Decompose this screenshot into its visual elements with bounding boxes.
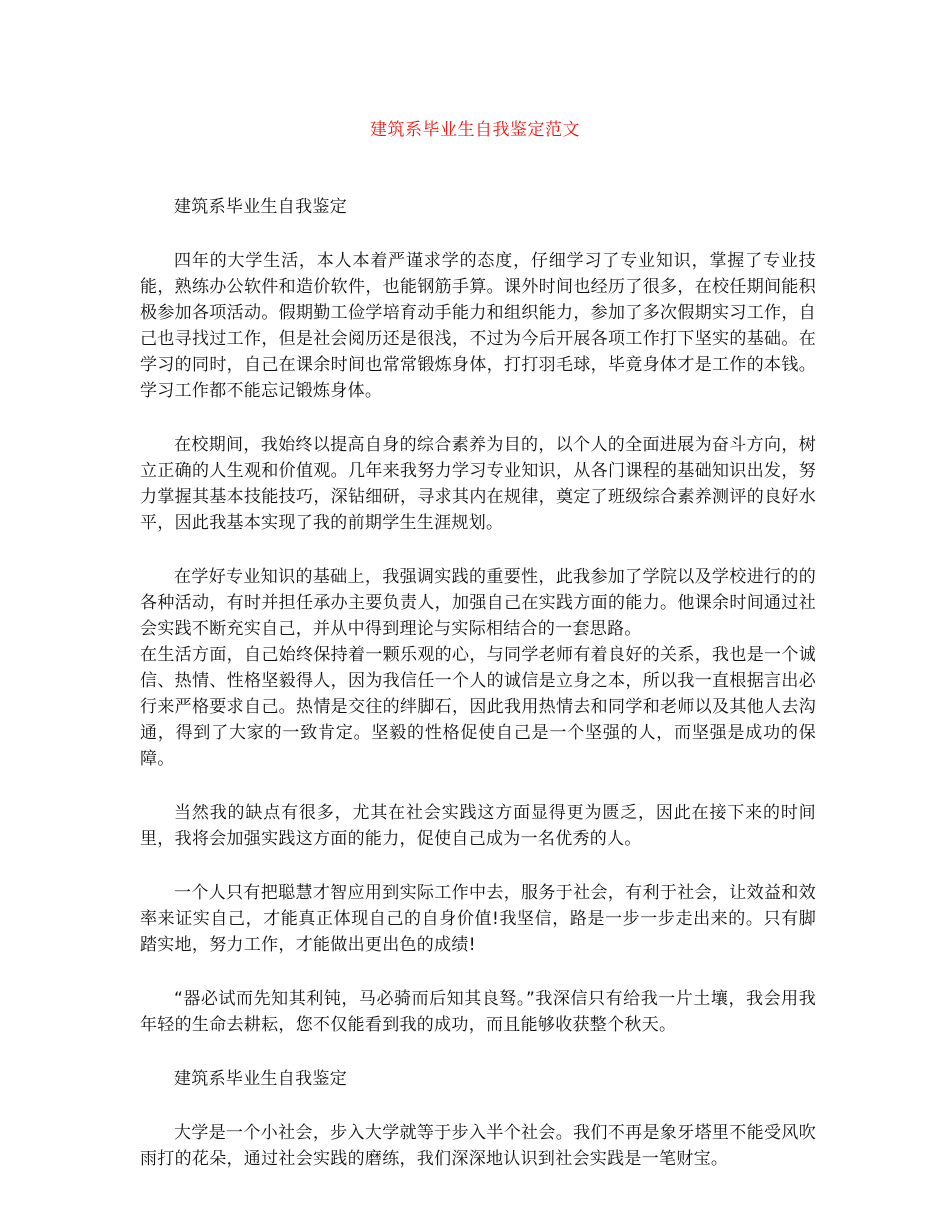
paragraph-6: “器必试而先知其利钝，马必骑而后知其良驽。”我深信只有给我一片土壤，我会用我年轻的生命去耕耘，您不仅能看到我的成功，而且能够收获整个秋天。	[140, 989, 816, 1035]
document-title: 建筑系毕业生自我鉴定范文	[370, 120, 580, 140]
paragraph-1: 四年的大学生活，本人本着严谨求学的态度，仔细学习了专业知识，掌握了专业技能，熟练办公软件和造价软件，也能钢筋手算。课外时间也经历了很多，在校任期间能积极参加各项活动。假期勤工俭学培育动手能力和组织能力，参加了多次假期实习工作，自己也寻找过工作，但是社会阅历还是很浅，不过为今后开展各项工作打下坚实的基础。在学习的同时，自己在课余时间也常常锻炼身体，打打羽毛球，毕竟身体才是工作的本钱。学习工作都不能忘记锻炼身体。	[140, 251, 816, 401]
section-heading-2: 建筑系毕业生自我鉴定	[174, 1069, 347, 1089]
paragraph-7: 大学是一个小社会，步入大学就等于步入半个社会。我们不再是象牙塔里不能受风吹雨打的花朵，通过社会实践的磨练，我们深深地认识到社会实践是一笔财宝。	[140, 1123, 816, 1169]
section-heading-1: 建筑系毕业生自我鉴定	[174, 197, 347, 217]
paragraph-4: 当然我的缺点有很多，尤其在社会实践这方面显得更为匮乏，因此在接下来的时间里，我将会加强实践这方面的能力，促使自己成为一名优秀的人。	[140, 803, 816, 849]
paragraph-3: 在学好专业知识的基础上，我强调实践的重要性，此我参加了学院以及学校进行的的各种活动，有时并担任承办主要负责人，加强自己在实践方面的能力。他课余时间通过社会实践不断充实自己，并从中得到理论与实际相结合的一套思路。	[140, 567, 816, 639]
paragraph-3b: 在生活方面，自己始终保持着一颗乐观的心，与同学老师有着良好的关系，我也是一个诚信、热情、性格坚毅得人，因为我信任一个人的诚信是立身之本，所以我一直根据言出必行来严格要求自己。热情是交往的绊脚石，因此我用热情去和同学和老师以及其他人去沟通，得到了大家的一致肯定。坚毅的性格促使自己是一个坚强的人，而坚强是成功的保障。	[140, 645, 816, 769]
document-body	[140, 194, 816, 1200]
paragraph-5: 一个人只有把聪慧才智应用到实际工作中去，服务于社会，有利于社会，让效益和效率来证实自己，才能真正体现自己的自身价值!我坚信，路是一步一步走出来的。只有脚踏实地，努力工作，才能做出更出色的成绩!	[140, 883, 816, 955]
paragraph-2: 在校期间，我始终以提高自身的综合素养为目的，以个人的全面进展为奋斗方向，树立正确的人生观和价值观。几年来我努力学习专业知识，从各门课程的基础知识出发，努力掌握其基本技能技巧，深钻细研，寻求其内在规律，奠定了班级综合素养测评的良好水平，因此我基本实现了我的前期学生生涯规划。	[140, 435, 816, 533]
